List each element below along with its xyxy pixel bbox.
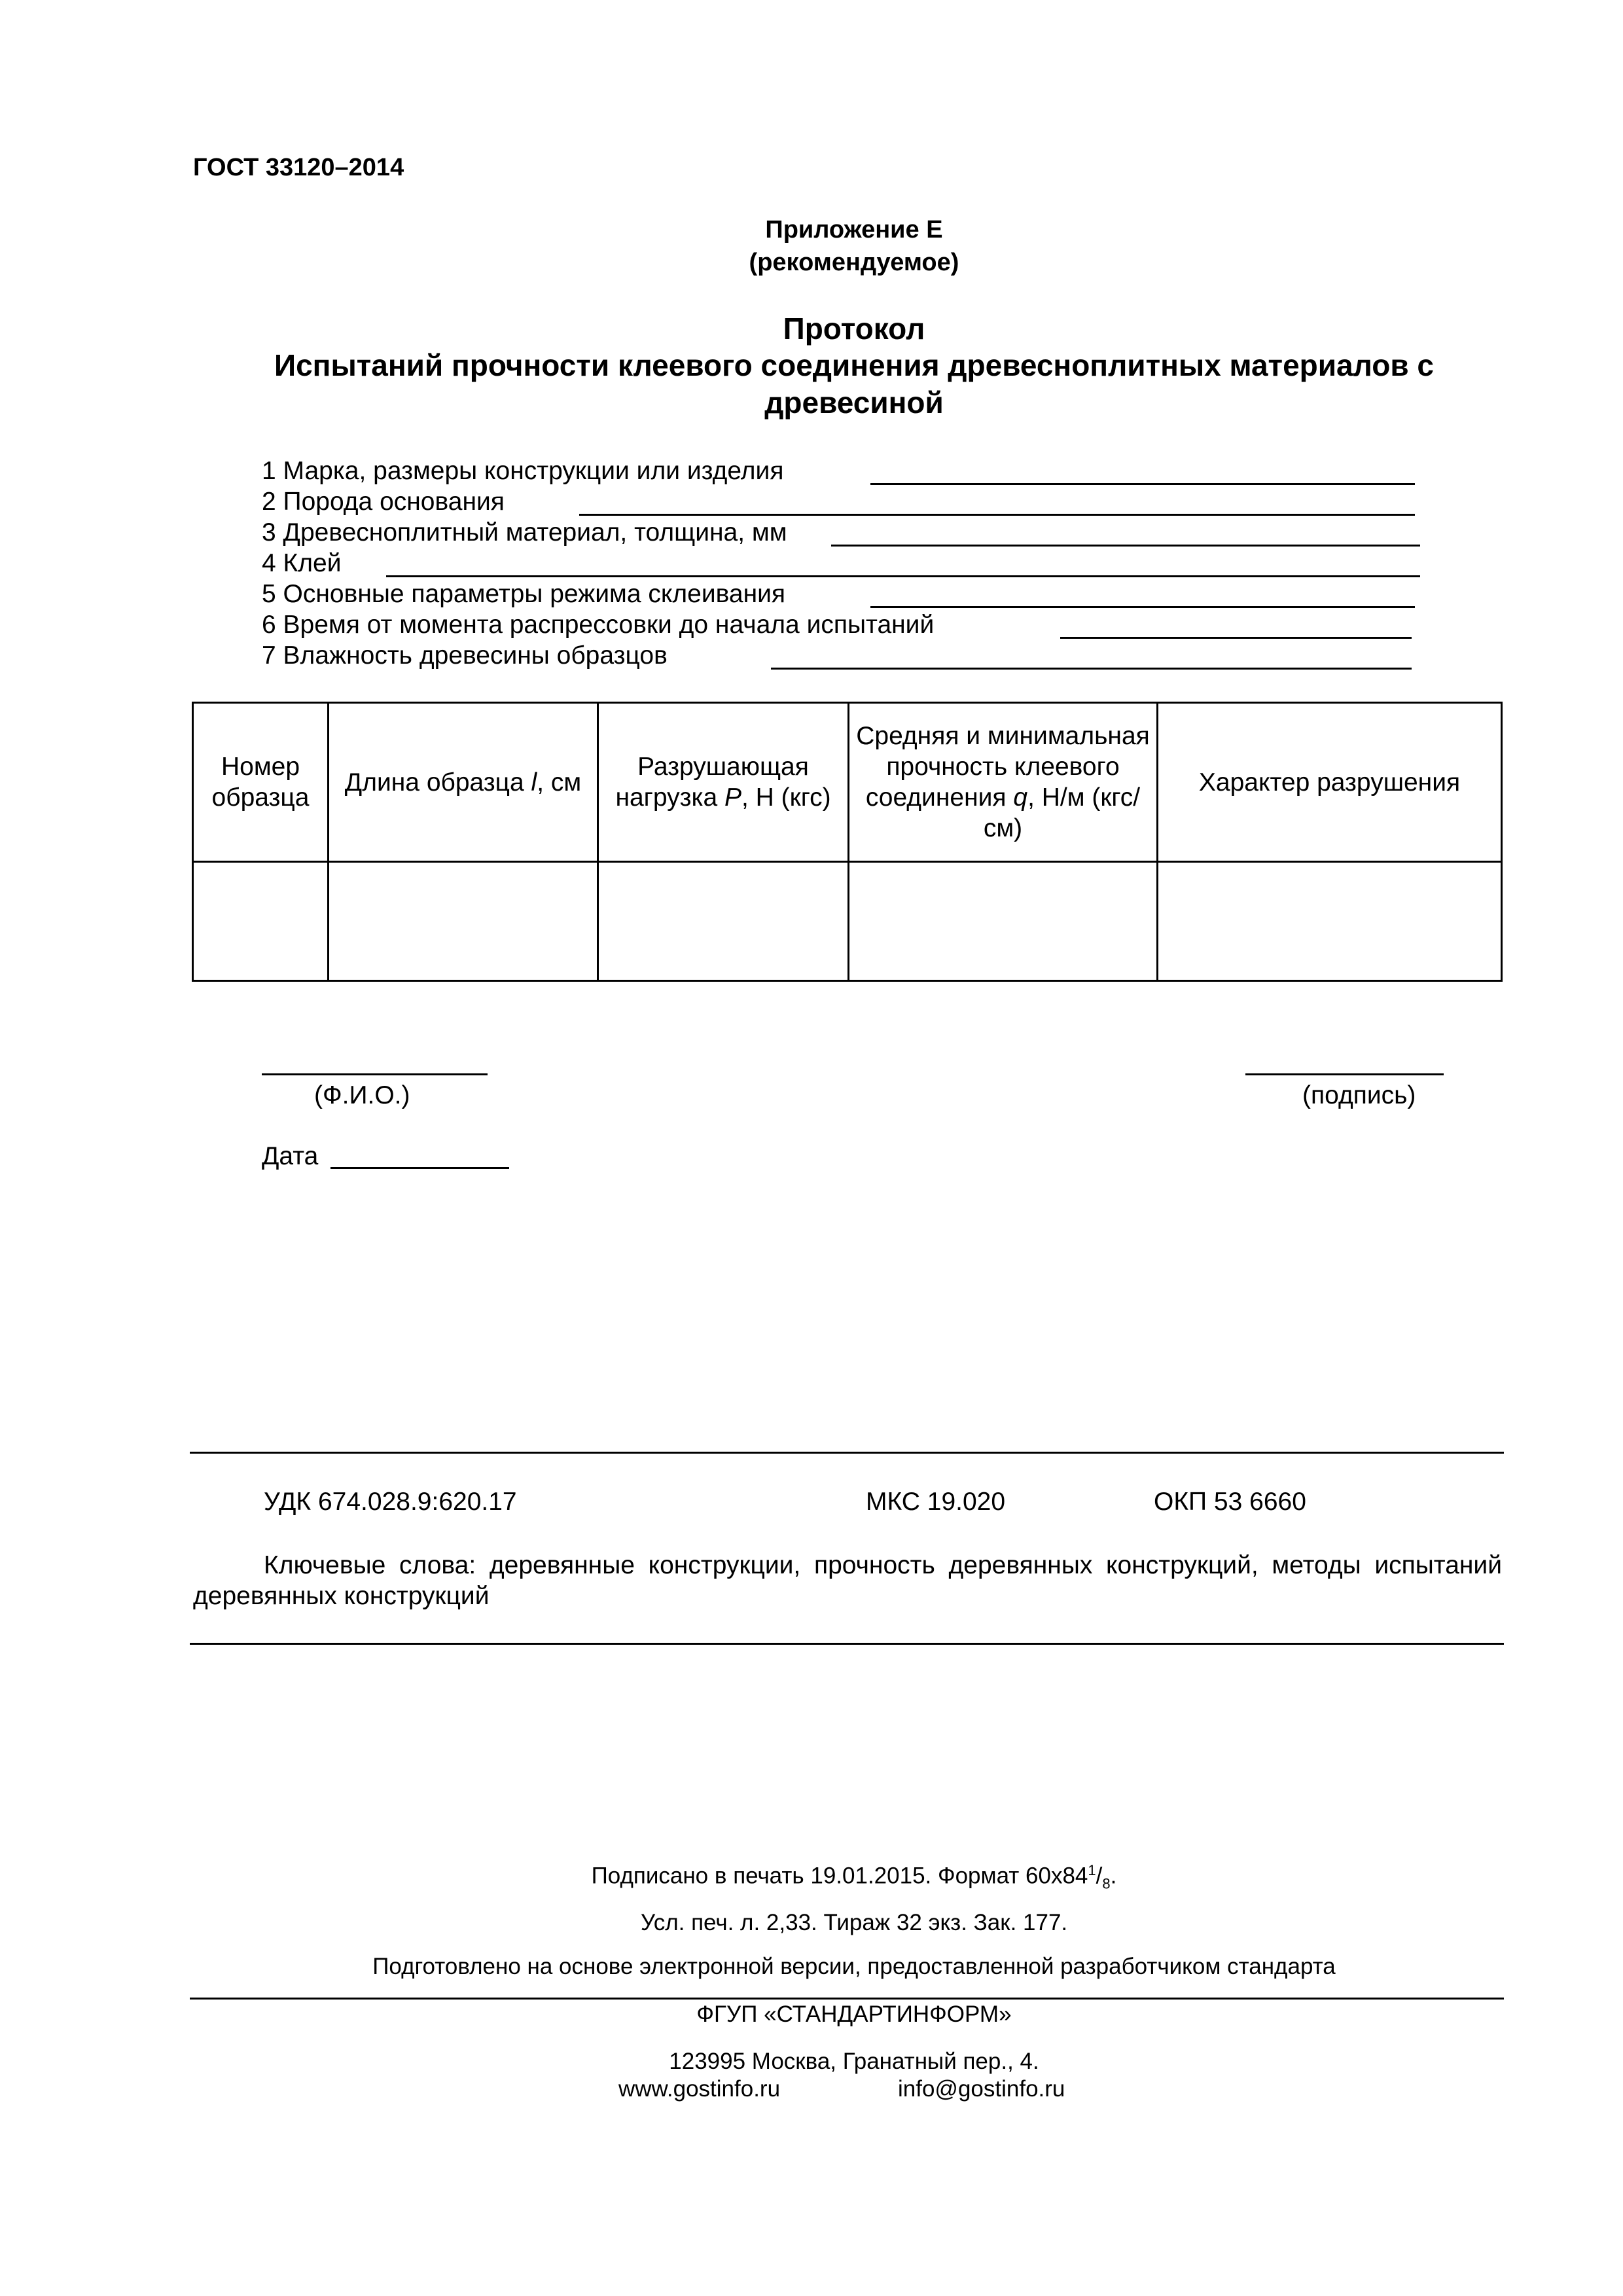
field-number: 3 — [262, 518, 276, 547]
table-cell[interactable] — [193, 862, 329, 981]
field-number: 4 — [262, 549, 276, 577]
table-cell[interactable] — [1158, 862, 1502, 981]
protocol-title: Протокол — [783, 312, 925, 346]
divider — [190, 1452, 1504, 1454]
field-4-blank[interactable] — [386, 575, 1420, 577]
name-caption: (Ф.И.О.) — [314, 1081, 410, 1109]
date-blank[interactable] — [330, 1167, 509, 1169]
table-header-row — [193, 703, 1502, 862]
field-4 — [262, 549, 342, 578]
okp-code: ОКП 53 6660 — [1154, 1488, 1306, 1516]
field-label: Основные параметры режима склеивания — [283, 580, 786, 608]
field-7 — [262, 641, 668, 670]
field-label: Время от момента распрессовки до начала испытаний — [283, 611, 935, 639]
divider — [190, 1998, 1504, 2000]
prepared-note: Подготовлено на основе электронной версии, предоставленной разработчиком стандарта — [372, 1954, 1336, 1979]
column-header-failure-type: Характер разрушения — [1158, 703, 1502, 862]
field-label: Порода основания — [283, 488, 505, 516]
field-5-blank[interactable] — [870, 606, 1415, 608]
field-6-blank[interactable] — [1060, 637, 1412, 639]
name-blank[interactable] — [262, 1073, 488, 1075]
field-number: 1 — [262, 457, 276, 485]
field-label: Влажность древесины образцов — [283, 641, 668, 670]
field-number: 5 — [262, 580, 276, 608]
table-cell[interactable] — [849, 862, 1158, 981]
signature-blank[interactable] — [1245, 1073, 1444, 1075]
signed-for-print: Подписано в печать 19.01.2015. Формат $60х84^1/_8$. — [591, 1862, 1117, 1892]
udk-code: УДК 674.028.9:620.17 — [264, 1488, 517, 1516]
column-header-sample-number: Номер образца — [193, 703, 329, 862]
field-label: Марка, размеры конструкции или изделия — [283, 457, 784, 485]
website-link[interactable]: www.gostinfo.ru — [618, 2076, 781, 2102]
signature-caption: (подпись) — [1302, 1081, 1416, 1109]
standard-number: ГОСТ 33120–2014 — [193, 154, 404, 181]
table-cell[interactable] — [329, 862, 598, 981]
column-header-sample-length: Длина образца l, см — [329, 703, 598, 862]
results-table — [192, 702, 1503, 982]
table-row — [193, 862, 1502, 981]
field-label: Древесноплитный материал, толщина, мм — [283, 518, 787, 547]
field-3-blank[interactable] — [831, 545, 1420, 547]
annex-title: Приложение Е — [765, 216, 943, 243]
annex-status: (рекомендуемое) — [749, 249, 959, 276]
print-info: Усл. печ. л. 2,33. Тираж 32 экз. Зак. 177. — [640, 1910, 1068, 1935]
field-5 — [262, 580, 785, 609]
field-3 — [262, 518, 787, 547]
field-1-blank[interactable] — [870, 483, 1415, 485]
field-2 — [262, 488, 505, 516]
divider — [190, 1643, 1504, 1645]
publisher-address: 123995 Москва, Гранатный пер., 4. — [669, 2049, 1039, 2074]
column-header-bond-strength: Средняя и минимальная прочность клеевого соединения q, Н/м (кгс/см) — [849, 703, 1158, 862]
publisher: ФГУП «СТАНДАРТИНФОРМ» — [696, 2001, 1012, 2027]
field-7-blank[interactable] — [771, 668, 1412, 670]
keywords: Ключевые слова: деревянные конструкции, прочность деревянных конструкций, методы испытаний деревянных конструкций — [193, 1551, 1502, 1610]
table-cell[interactable] — [598, 862, 849, 981]
field-label: Клей — [283, 549, 342, 577]
protocol-subtitle: Испытаний прочности клеевого соединения древесноплитных материалов с древесиной — [274, 348, 1434, 420]
field-1 — [262, 457, 783, 486]
field-number: 6 — [262, 611, 276, 639]
date-label: Дата — [262, 1142, 319, 1170]
field-6 — [262, 611, 934, 639]
field-2-blank[interactable] — [579, 514, 1415, 516]
field-number: 2 — [262, 488, 276, 516]
email-link[interactable]: info@gostinfo.ru — [898, 2076, 1065, 2102]
field-number: 7 — [262, 641, 276, 670]
mks-code: МКС 19.020 — [866, 1488, 1006, 1516]
column-header-breaking-load: Разрушающая нагрузка P, Н (кгс) — [598, 703, 849, 862]
